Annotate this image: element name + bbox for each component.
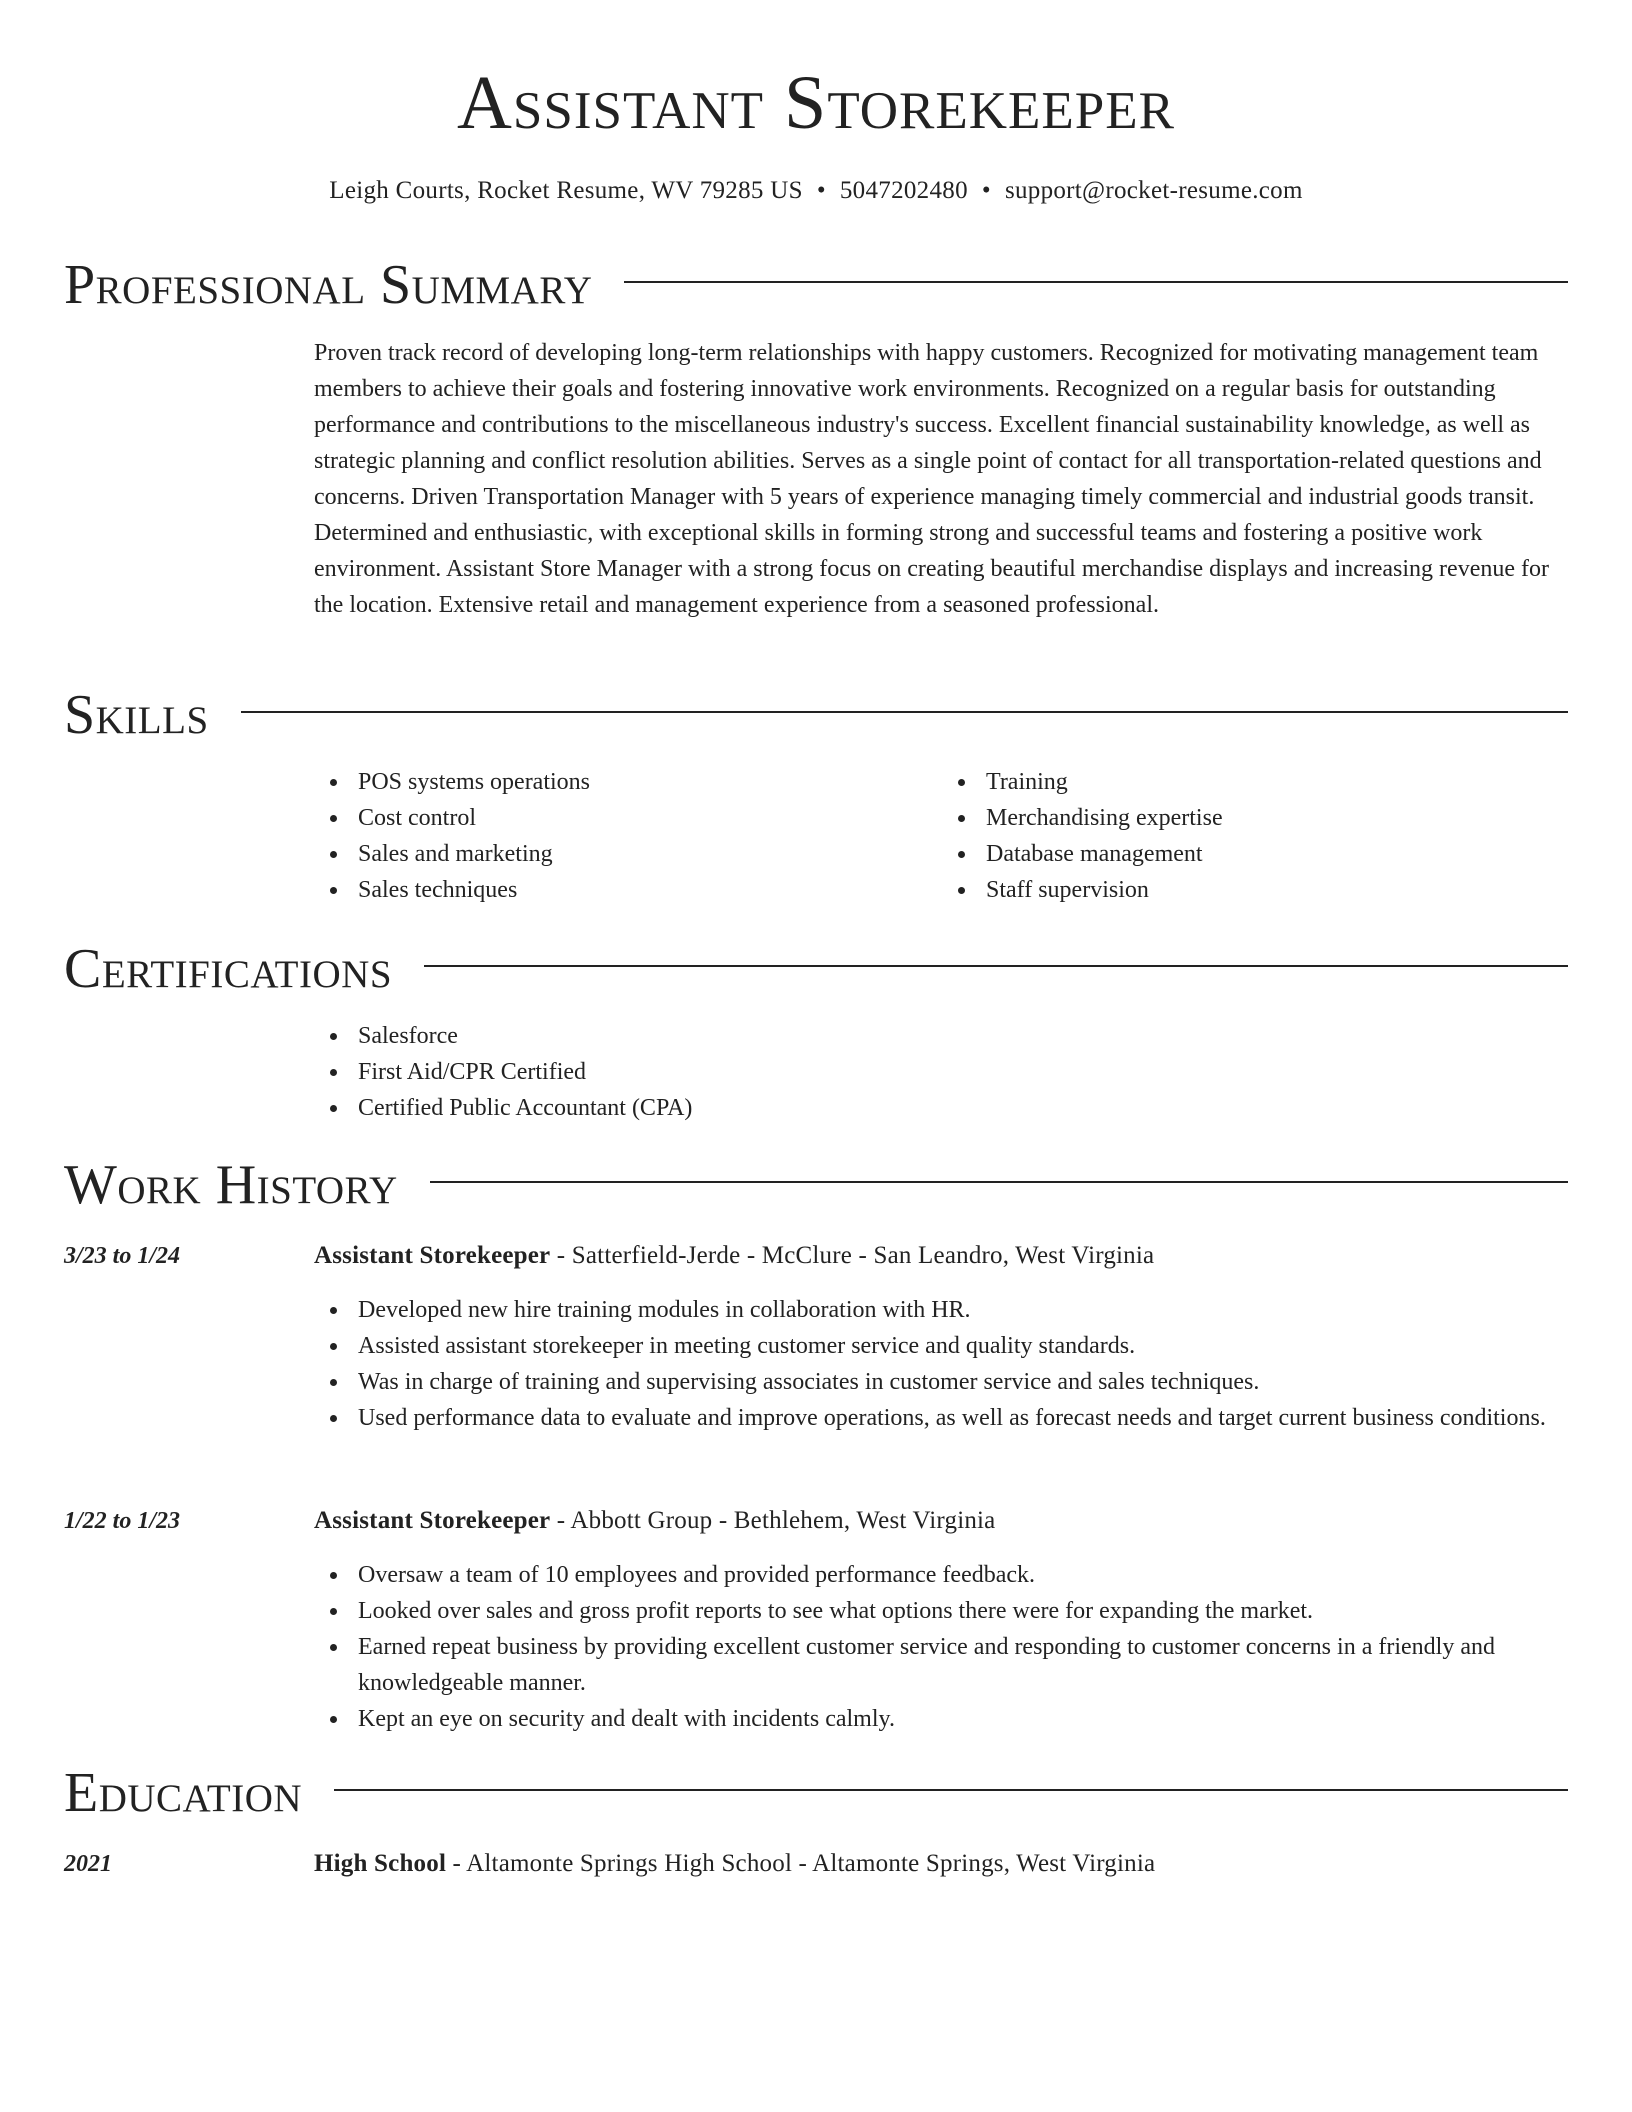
education-entry <box>314 1846 1570 1882</box>
skill-item: Cost control <box>358 800 942 836</box>
education-year: 2021 <box>64 1851 112 1877</box>
job-dates: 1/22 to 1/23 <box>64 1508 181 1534</box>
section-title-work-history: Work History <box>64 1154 398 1216</box>
section-divider <box>424 965 1568 967</box>
certification-item: Salesforce <box>358 1018 1570 1054</box>
education-degree: High School <box>314 1850 447 1877</box>
skill-item: Sales and marketing <box>358 836 942 872</box>
job-bullet: Was in charge of training and supervising associates in customer service and sales techniques. <box>358 1364 1570 1400</box>
certification-item: First Aid/CPR Certified <box>358 1054 1570 1090</box>
section-header-certifications <box>64 934 1568 1004</box>
skills-column-left <box>314 764 942 908</box>
section-divider <box>430 1181 1568 1183</box>
candidate-name: Assistant Storekeeper <box>457 61 1175 145</box>
job-bullet: Used performance data to evaluate and improve operations, as well as forecast needs and target current business conditions. <box>358 1400 1570 1436</box>
section-header-work-history <box>64 1150 1568 1220</box>
skills-column-right <box>942 764 1570 908</box>
job-company-location: - Satterfield-Jerde - McClure - San Leandro, West Virginia <box>550 1242 1155 1269</box>
skills-list <box>314 764 1570 908</box>
contact-email: support@rocket-resume.com <box>1004 177 1303 204</box>
contact-separator: • <box>816 177 826 204</box>
job-bullets <box>314 1557 1570 1737</box>
contact-separator: • <box>981 177 991 204</box>
certifications-list <box>314 1018 1570 1126</box>
certifications-block <box>314 1018 1570 1126</box>
job-entry <box>314 1238 1570 1436</box>
contact-phone: 5047202480 <box>839 177 968 204</box>
section-divider <box>624 281 1568 283</box>
skill-item: Training <box>986 764 1570 800</box>
job-company-location: - Abbott Group - Bethlehem, West Virginia <box>550 1507 996 1534</box>
job-bullet: Oversaw a team of 10 employees and provided performance feedback. <box>358 1557 1570 1593</box>
skill-item: Sales techniques <box>358 872 942 908</box>
summary-text: Proven track record of developing long-term relationships with happy customers. Recognized for motivating management team members to achieve their goals and fostering innovative work environments. Recognized on a regular basis for outstanding performance and contributions to the miscellaneous industry's success. Excellent financial sustainability knowledge, as well as strategic planning and conflict resolution abilities. Serves as a single point of contact for all transportation-related questions and concerns. Driven Transportation Manager with 5 years of experience managing timely commercial and industrial goods transit. Determined and enthusiastic, with exceptional skills in forming strong and successful teams and fostering a positive work environment. Assistant Store Manager with a strong focus on creating beautiful merchandise displays and increasing revenue for the location. Extensive retail and management experience from a seasoned professional. <box>314 340 1549 618</box>
education-heading <box>314 1846 1570 1882</box>
job-heading <box>314 1503 1570 1539</box>
job-heading <box>314 1238 1570 1274</box>
summary-block <box>314 335 1570 623</box>
section-header-skills <box>64 680 1568 750</box>
job-title: Assistant Storekeeper <box>314 1507 551 1534</box>
job-bullet: Looked over sales and gross profit reports to see what options there were for expanding the market. <box>358 1593 1570 1629</box>
job-bullets <box>314 1292 1570 1436</box>
section-title-certifications: Certifications <box>64 938 393 1000</box>
job-bullet: Assisted assistant storekeeper in meeting customer service and quality standards. <box>358 1328 1570 1364</box>
section-divider <box>241 711 1568 713</box>
contact-address: Leigh Courts, Rocket Resume, WV 79285 US <box>329 177 803 204</box>
section-title-summary: Professional Summary <box>64 254 593 316</box>
section-header-summary <box>64 250 1568 320</box>
skill-item: Merchandising expertise <box>986 800 1570 836</box>
certification-item: Certified Public Accountant (CPA) <box>358 1090 1570 1126</box>
job-bullet: Kept an eye on security and dealt with incidents calmly. <box>358 1701 1570 1737</box>
job-bullet: Developed new hire training modules in collaboration with HR. <box>358 1292 1570 1328</box>
job-dates: 3/23 to 1/24 <box>64 1243 181 1269</box>
section-title-education: Education <box>64 1762 303 1824</box>
job-entry <box>314 1503 1570 1737</box>
job-title: Assistant Storekeeper <box>314 1242 551 1269</box>
job-bullet: Earned repeat business by providing excellent customer service and responding to customer concerns in a friendly and knowledgeable manner. <box>358 1629 1570 1701</box>
contact-line <box>0 175 1632 207</box>
skill-item: Database management <box>986 836 1570 872</box>
education-school-location: - Altamonte Springs High School - Altamonte Springs, West Virginia <box>446 1850 1156 1877</box>
skill-item: POS systems operations <box>358 764 942 800</box>
skill-item: Staff supervision <box>986 872 1570 908</box>
section-title-skills: Skills <box>64 684 209 746</box>
section-header-education <box>64 1758 1568 1828</box>
section-divider <box>334 1789 1568 1791</box>
